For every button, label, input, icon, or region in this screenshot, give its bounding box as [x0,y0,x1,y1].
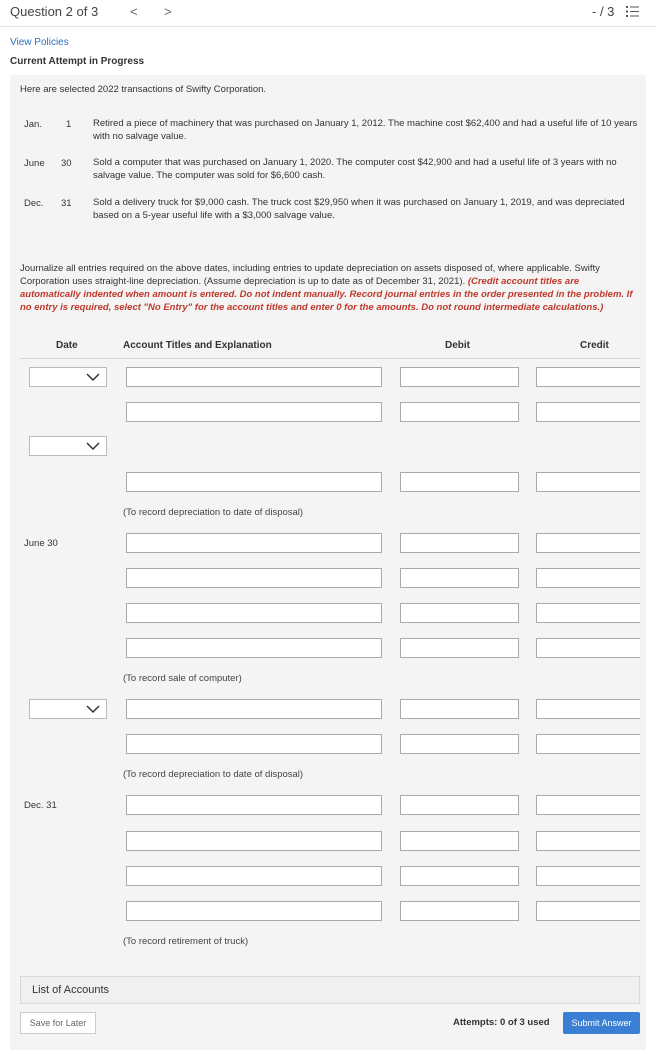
debit-input[interactable] [400,402,519,422]
problem-intro: Here are selected 2022 transactions of Swifty Corporation. [20,84,267,95]
debit-input[interactable] [400,367,519,387]
account-title-input[interactable] [126,866,382,886]
debit-input[interactable] [400,603,519,623]
question-score: - / 3 [592,4,615,19]
account-title-input[interactable] [126,367,382,387]
debit-input[interactable] [400,734,519,754]
date-select[interactable] [29,367,107,387]
credit-input[interactable] [536,402,640,422]
date-select[interactable] [29,699,107,719]
credit-input[interactable] [536,795,640,815]
attempts-counter: Attempts: 0 of 3 used [453,1017,550,1028]
transaction-text: Sold a computer that was purchased on January 1, 2020. The computer cost $42,900 and had a useful life of 3 years with no salvage value. The computer was sold for $6,600 cash. [93,157,617,181]
save-for-later-button[interactable]: Save for Later [20,1012,96,1034]
account-title-input[interactable] [126,901,382,921]
debit-input[interactable] [400,699,519,719]
chevron-down-icon [86,373,100,382]
account-title-input[interactable] [126,472,382,492]
row-date-label: Dec. 31 [24,800,57,811]
debit-input[interactable] [400,901,519,921]
account-title-input[interactable] [126,638,382,658]
debit-input[interactable] [400,638,519,658]
list-of-accounts-label: List of Accounts [32,984,110,996]
entry-explanation: (To record retirement of truck) [123,936,249,947]
instructions [20,262,640,314]
debit-input[interactable] [400,795,519,815]
account-title-input[interactable] [126,603,382,623]
debit-input[interactable] [400,866,519,886]
previous-question-button[interactable]: < [130,4,138,19]
transaction-day: 1 [66,119,72,130]
credit-input[interactable] [536,367,640,387]
journal-table-header [20,334,640,359]
account-title-input[interactable] [126,402,382,422]
question-list-icon[interactable] [626,5,639,18]
transaction-day: 30 [61,158,72,169]
account-title-input[interactable] [126,699,382,719]
entry-explanation: (To record depreciation to date of disposal) [123,507,304,518]
transaction-day: 31 [61,198,72,209]
credit-input[interactable] [536,568,640,588]
credit-input[interactable] [536,603,640,623]
credit-input[interactable] [536,734,640,754]
debit-input[interactable] [400,533,519,553]
credit-input[interactable] [536,638,640,658]
date-select[interactable] [29,436,107,456]
account-title-input[interactable] [126,795,382,815]
chevron-down-icon [86,442,100,451]
debit-input[interactable] [400,472,519,492]
credit-input[interactable] [536,901,640,921]
transaction-month: Dec. [24,198,44,209]
question-header [0,0,656,27]
debit-input[interactable] [400,568,519,588]
entry-explanation: (To record sale of computer) [123,673,242,684]
row-date-label: June 30 [24,538,58,549]
account-column-header: Account Titles and Explanation [123,340,272,351]
credit-column-header: Credit [580,340,609,351]
debit-input[interactable] [400,831,519,851]
account-title-input[interactable] [126,734,382,754]
instructions-text: Journalize all entries required on the above dates, including entries to update depreciation on assets disposed of, where applicable. Swifty Corporation uses straight-line depreciation. (Assume depreciation is up to date as of December 31, 2021). [20,263,600,287]
attempt-status: Current Attempt in Progress [10,56,145,67]
account-title-input[interactable] [126,831,382,851]
view-policies-link[interactable]: View Policies [10,37,69,48]
transaction-month: June [24,158,45,169]
credit-input[interactable] [536,699,640,719]
date-column-header: Date [56,340,78,351]
credit-input[interactable] [536,866,640,886]
submit-answer-button[interactable]: Submit Answer [563,1012,640,1034]
transaction-text: Sold a delivery truck for $9,000 cash. The truck cost $29,950 when it was purchased on January 1, 2019, and was depreciated based on a 5-year useful life with a $3,000 salvage value. [93,197,625,221]
question-title: Question 2 of 3 [10,4,99,19]
account-title-input[interactable] [126,568,382,588]
transaction-text: Retired a piece of machinery that was purchased on January 1, 2012. The machine cost $62,400 and had a useful life of 10 years with no salvage value. [93,118,638,142]
credit-input[interactable] [536,831,640,851]
debit-column-header: Debit [445,340,470,351]
credit-input[interactable] [536,472,640,492]
entry-explanation: (To record depreciation to date of disposal) [123,769,304,780]
credit-input[interactable] [536,533,640,553]
account-title-input[interactable] [126,533,382,553]
list-of-accounts-panel[interactable] [20,976,640,1004]
instructions-warning: (Credit account titles are automatically indented when amount is entered. Do not indent manually. Record journal entries in the order presented in the problem. If no entry is required, select "No Entry" for the account titles and enter 0 for the amounts. Do not round intermediate calculations.) [20,276,633,313]
chevron-down-icon [86,705,100,714]
next-question-button[interactable]: > [164,4,172,19]
transaction-month: Jan. [24,119,42,130]
